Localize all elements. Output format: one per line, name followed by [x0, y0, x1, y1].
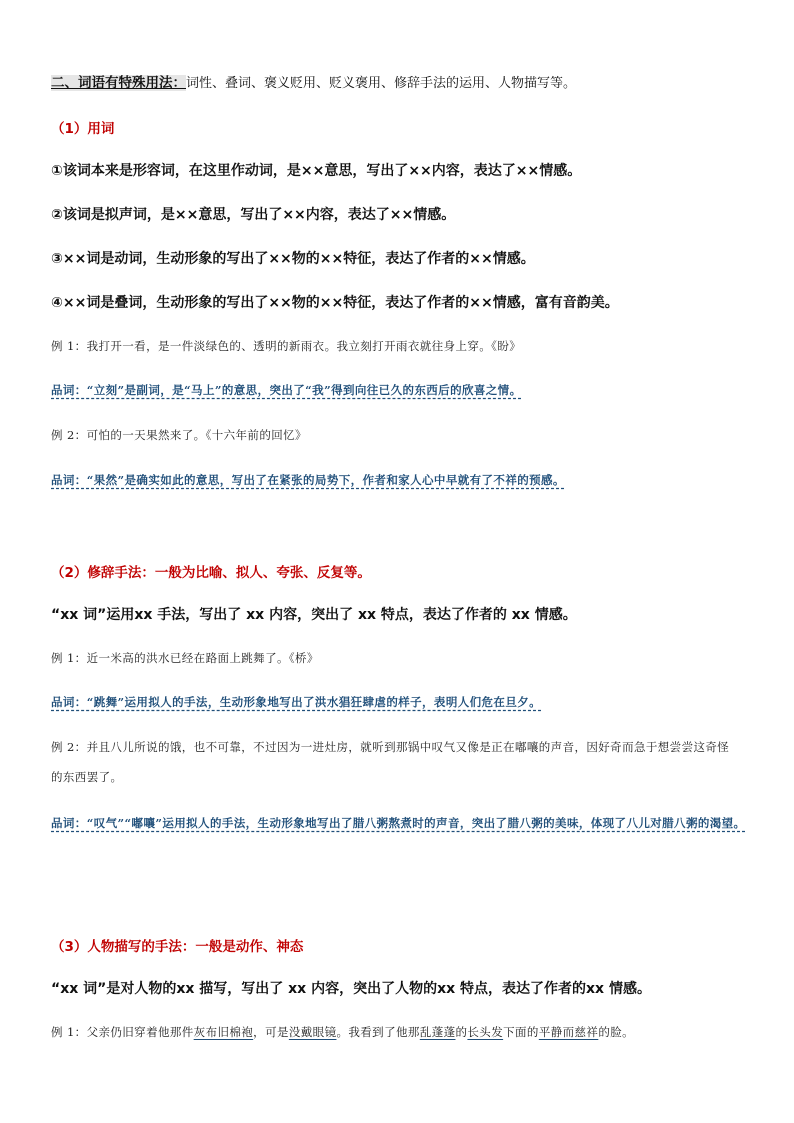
rule-item-1: ①该词本来是形容词，在这里作动词，是××意思，写出了××内容，表达了××情感。: [51, 163, 582, 179]
example-3-1: [51, 1024, 634, 1040]
analysis-2-1: 品词：“跳舞”运用拟人的手法，生动形象地写出了洪水猖狂肆虐的样子，表明人们危在旦夕。: [51, 695, 542, 709]
rule-item-3: ③××词是动词，生动形象的写出了××物的××特征，表达了作者的××情感。: [51, 251, 535, 267]
example-2-1: 例 1：近一米高的洪水已经在路面上跳舞了。《桥》: [51, 651, 319, 665]
ex3-part-2: ，可是: [253, 1025, 289, 1039]
heading-rest: 词性、叠词、褒义贬用、贬义褒用、修辞手法的运用、人物描写等。: [186, 76, 577, 91]
ex3-part-4: 的: [455, 1025, 468, 1039]
example-1-1: 例 1：我打开一看，是一件淡绿色的、透明的新雨衣。我立刻打开雨衣就往身上穿。《盼》: [51, 339, 522, 353]
analysis-1-2: 品词：“果然”是确实如此的意思，写出了在紧张的局势下，作者和家人心中早就有了不祥的预感。: [51, 473, 565, 487]
section3-template: “xx 词”是对人物的xx 描写，写出了 xx 内容，突出了人物的xx 特点，表达了作者的xx 情感。: [51, 981, 651, 997]
section-heading: [51, 71, 576, 91]
rule-item-2: ②该词是拟声词，是××意思，写出了××内容，表达了××情感。: [51, 207, 456, 223]
rule-item-4: ④××词是叠词，生动形象的写出了××物的××特征，表达了作者的××情感，富有音韵美。: [51, 295, 619, 311]
ex3-underline-3: 乱蓬蓬: [419, 1025, 456, 1039]
section2-title: （2）修辞手法：一般为比喻、拟人、夸张、反复等。: [51, 565, 371, 581]
example-2-2: 例 2：并且八儿所说的饿，也不可靠，不过因为一进灶房，就听到那锅中叹气又像是正在嘟嚷的声音，因好奇而急于想尝尝这奇怪的东西罢了。: [51, 740, 730, 784]
example-1-2: 例 2：可怕的一天果然来了。《十六年前的回忆》: [51, 428, 307, 442]
ex3-underline-4: 长头发: [467, 1025, 504, 1039]
analysis-2-2: 品词：“叹气”“嘟嚷”运用拟人的手法，生动形象地写出了腊八粥熬煮时的声音，突出了腊八粥的美味，体现了八儿对腊八粥的渴望。: [51, 816, 746, 830]
ex3-underline-5: 平静而慈祥: [538, 1025, 599, 1039]
ex3-underline-2: 没戴眼镜: [288, 1025, 337, 1039]
section3-title: （3）人物描写的手法：一般是动作、神态: [51, 939, 304, 955]
ex3-part-3: 。我看到了他那: [336, 1025, 420, 1039]
ex3-part-6: 的脸。: [598, 1025, 635, 1039]
section2-template: “xx 词”运用xx 手法，写出了 xx 内容，突出了 xx 特点，表达了作者的 xx 情感。: [51, 607, 577, 623]
ex3-part-1: 例 1：父亲仍旧穿着他那件: [51, 1025, 194, 1039]
ex3-underline-1: 灰布旧棉袍: [193, 1025, 254, 1039]
analysis-1-1: 品词：“立刻”是副词，是“马上”的意思，突出了“我”得到向往已久的东西后的欣喜之情。: [51, 383, 522, 397]
section1-title: （1）用词: [51, 121, 115, 137]
heading-label: 二、词语有特殊用法：: [51, 75, 186, 91]
ex3-part-5: 下面的: [503, 1025, 539, 1039]
